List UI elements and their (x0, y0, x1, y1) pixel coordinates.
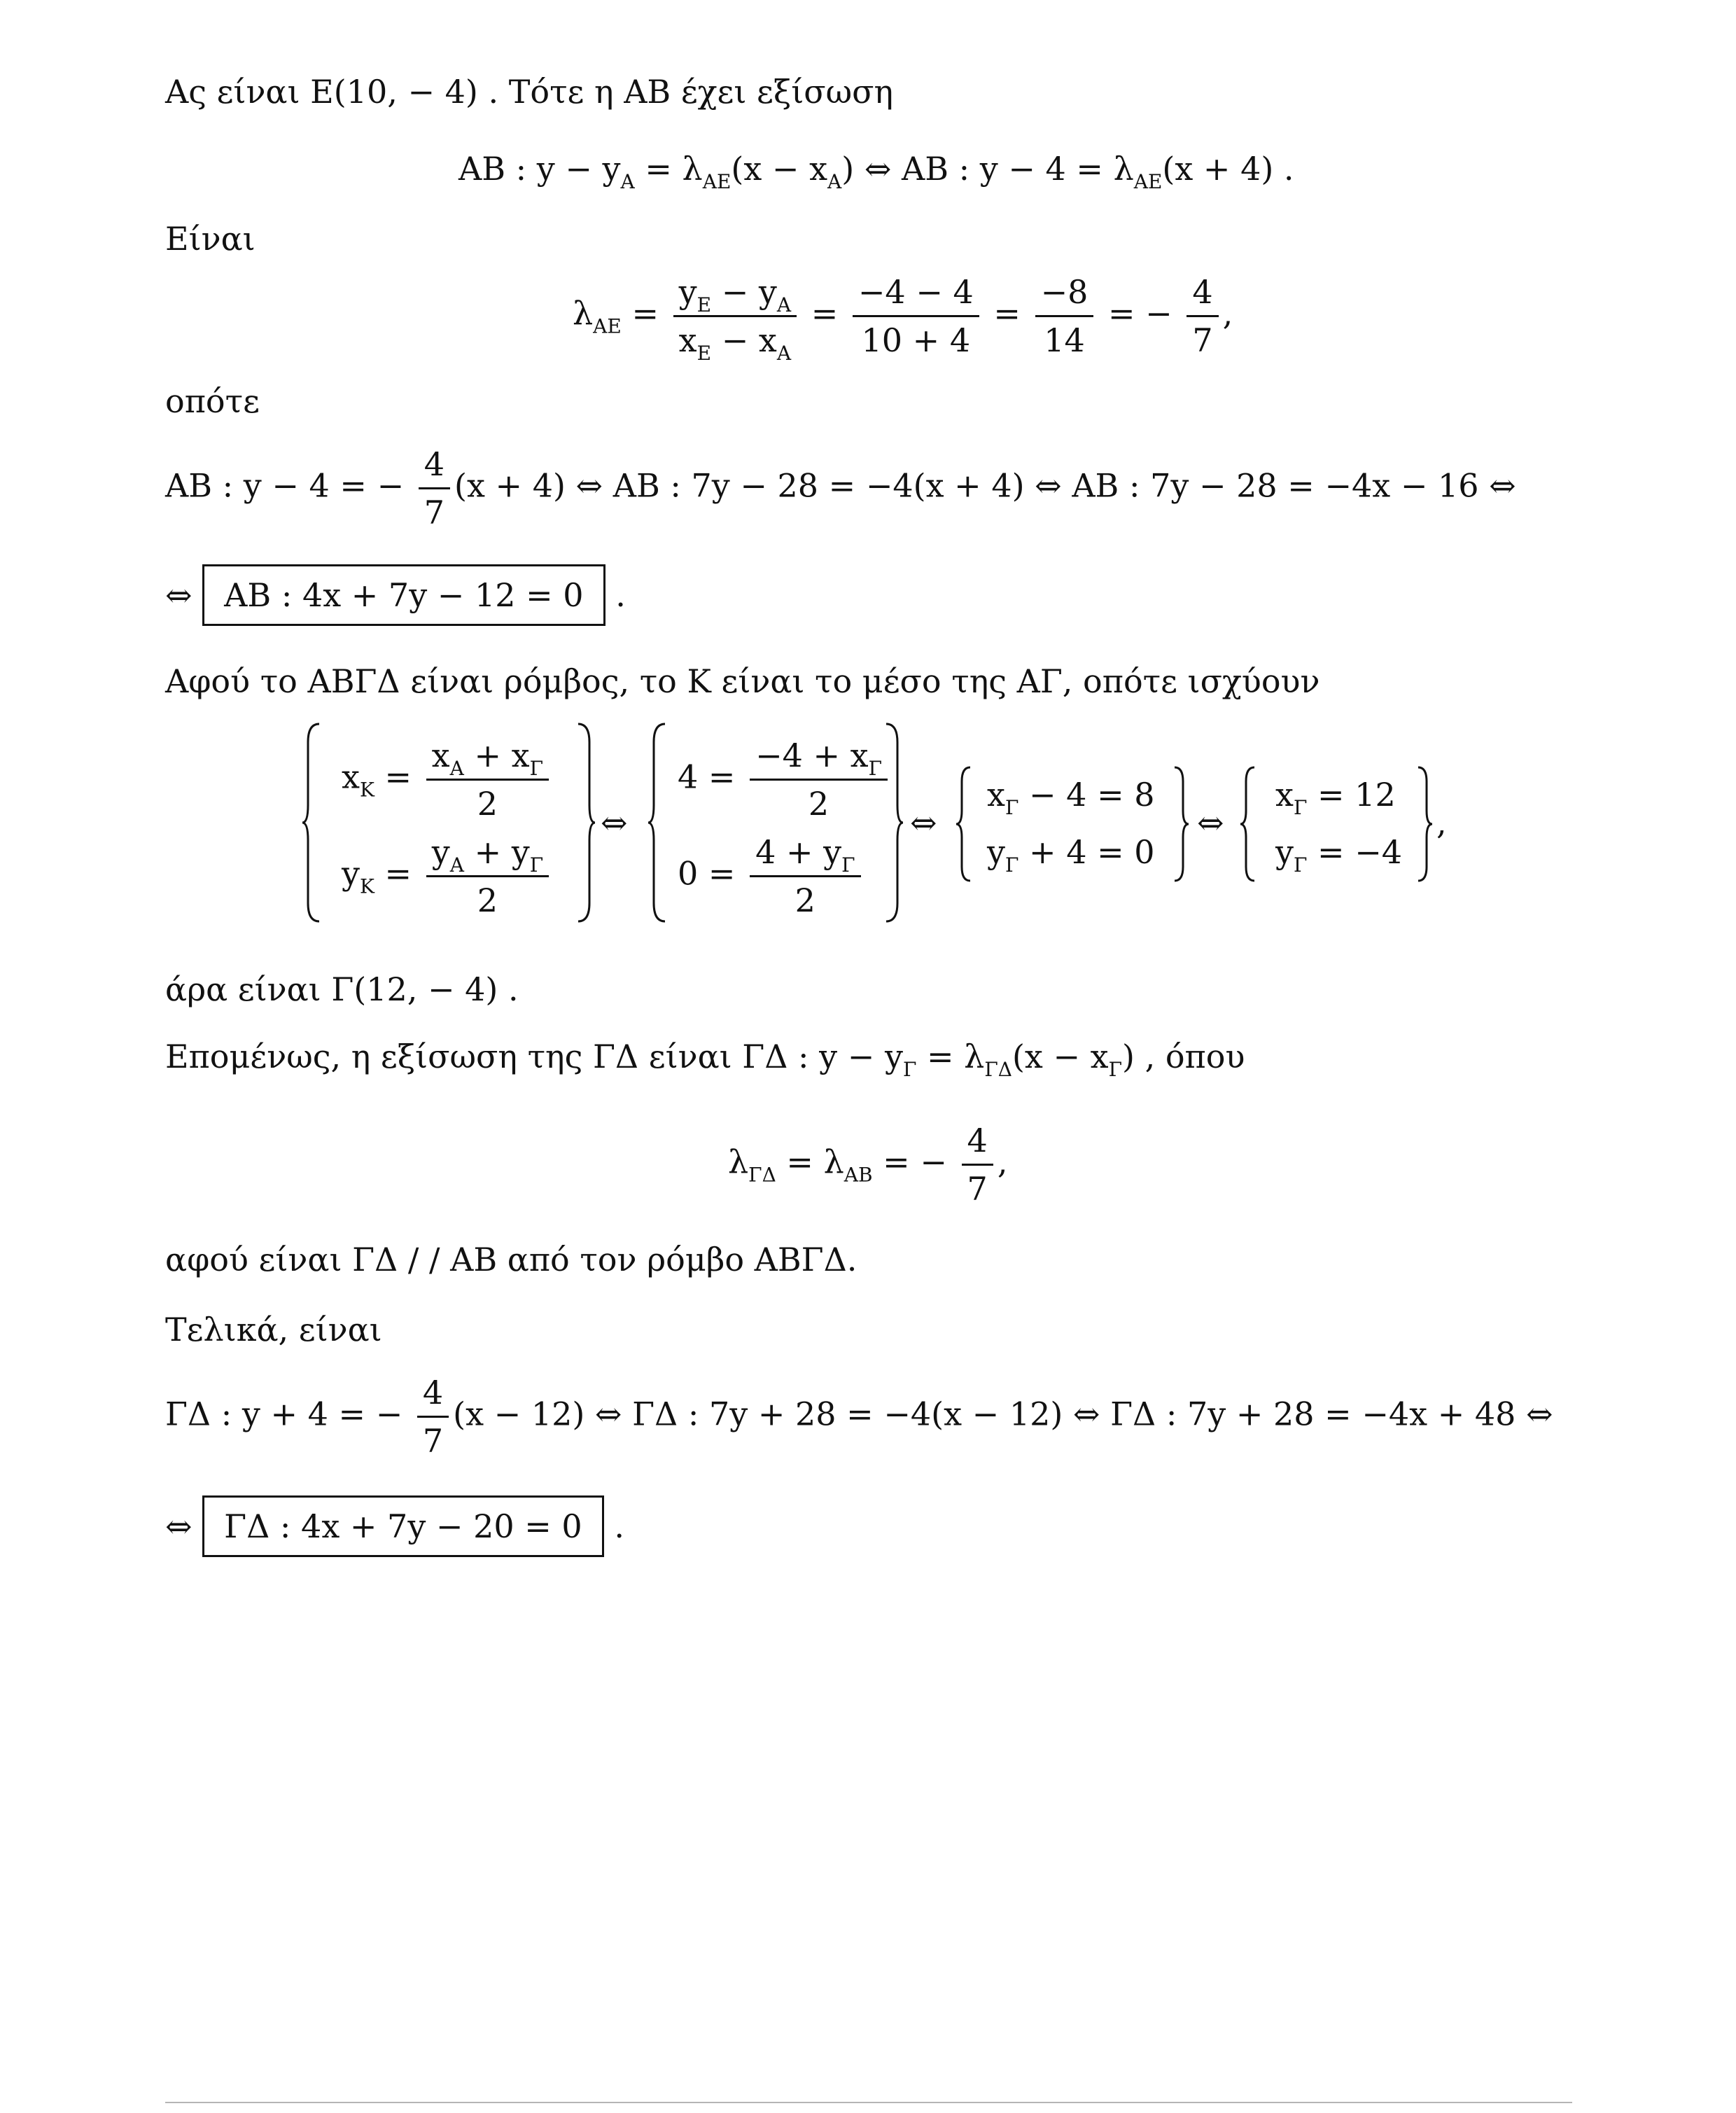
sub-ae: ΑΕ (702, 170, 732, 193)
brace-right-1 (575, 721, 596, 924)
equation-ab-derivation (165, 445, 1516, 531)
iff-symbol: ⇔ (165, 1507, 192, 1545)
lambda: λ (728, 1143, 749, 1181)
eq-sign: = (621, 294, 669, 333)
minus-sign: = − (1108, 294, 1172, 333)
numerator: 4 (1186, 273, 1218, 317)
brace-left-4 (1239, 765, 1257, 884)
sub-g: Γ (841, 853, 855, 877)
denominator: 7 (1192, 321, 1213, 359)
lhs-4: 4 = (678, 758, 736, 796)
footer-rule (165, 2102, 1572, 2103)
numerator: 4 (417, 1374, 449, 1418)
text-intro (165, 73, 894, 111)
p6-b: = λ (916, 1038, 985, 1075)
fraction-four-sevenths (962, 1122, 993, 1208)
eq6-b: = λ (776, 1143, 844, 1181)
x: x (678, 321, 697, 359)
denominator: 2 (808, 785, 830, 823)
brace-left-1 (301, 721, 322, 924)
plus-x: + x (463, 737, 530, 774)
equation-slope-gd (728, 1122, 1007, 1208)
fraction-final (1186, 273, 1218, 359)
fraction-four-sevenths (417, 1374, 449, 1460)
comma: , (997, 1143, 1008, 1181)
minus-x: − x (711, 321, 777, 359)
eq-sign: = (374, 854, 422, 893)
y: y (987, 833, 1005, 871)
intro-text: Ας είναι (165, 73, 300, 111)
intro-tail: Τότε η ΑΒ έχει εξίσωση (508, 73, 894, 111)
y: y (342, 854, 360, 893)
denominator: 14 (1044, 321, 1085, 359)
result-gd (165, 1495, 624, 1557)
text-opote: οπότε (165, 382, 260, 420)
eq-sign: = (811, 294, 848, 333)
equation-ab-line (458, 150, 1294, 193)
fraction-yk (426, 833, 549, 919)
eq8-left: ΓΔ : y + 4 = − (165, 1395, 403, 1433)
denominator: 2 (477, 785, 498, 823)
text-einai: Είναι (165, 220, 255, 258)
p6-c: (x − x (1011, 1038, 1109, 1075)
y: y (1275, 833, 1294, 871)
numerator: 4 + y (755, 833, 842, 871)
iff-1: ⇔ (601, 804, 628, 842)
denominator: 7 (422, 1422, 444, 1460)
point-e: Ε(10, − 4) . (310, 73, 499, 111)
denominator: 2 (477, 881, 498, 919)
text-parallel: αφού είναι ΓΔ / / ΑΒ από τον ρόμβο ΑΒΓΔ. (165, 1241, 858, 1278)
boxed-equation-ab: ΑΒ : 4x + 7y − 12 = 0 (202, 564, 605, 626)
sub-k: Κ (359, 778, 374, 802)
eq1-left: ΑΒ : y − y (458, 150, 621, 188)
sub-g: Γ (1005, 853, 1019, 877)
comma: , (1436, 804, 1447, 842)
eq-tail: − 4 = 8 (1018, 776, 1155, 814)
denominator: 7 (967, 1170, 988, 1208)
period: . (615, 576, 626, 614)
eq-tail: + 4 = 0 (1018, 833, 1155, 871)
period: . (614, 1507, 624, 1545)
equation-slope-ae (573, 273, 1233, 365)
sub-g: Γ (1108, 1058, 1123, 1081)
fraction-reduced (1035, 273, 1094, 359)
sub-a: Α (827, 170, 842, 193)
sub-ab: ΑΒ (844, 1163, 873, 1187)
lhs-0: 0 = (678, 854, 736, 893)
fraction-xk (426, 737, 549, 823)
sub-g: Γ (529, 853, 544, 877)
eq1-mid3: ) ⇔ ΑΒ : y − 4 = λ (841, 150, 1134, 188)
x: x (342, 758, 360, 796)
text-point-g: άρα είναι Γ(12, − 4) . (165, 970, 519, 1008)
sub-k: Κ (360, 874, 374, 898)
brace-left-2 (647, 721, 668, 924)
x: x (431, 737, 450, 774)
numerator: −4 + x (755, 737, 869, 774)
x: x (987, 776, 1005, 814)
eq6-c: = − (872, 1143, 947, 1181)
p6-a: Επομένως, η εξίσωση της ΓΔ είναι ΓΔ : y − y (165, 1038, 903, 1075)
iff-2: ⇔ (910, 804, 937, 842)
sub-g: Γ (1293, 796, 1308, 819)
sub-g: Γ (902, 1058, 917, 1081)
system-midpoint (301, 721, 1456, 924)
eq-sign: = (374, 758, 422, 796)
eq1-mid1: = λ (634, 150, 703, 188)
eq3-right: (x + 4) ⇔ ΑΒ : 7y − 28 = −4(x + 4) ⇔ ΑΒ : 7y − 28 = −4x − 16 ⇔ (454, 466, 1516, 505)
eq-sign: = (993, 294, 1031, 333)
numerator: 4 (419, 445, 450, 489)
brace-left-3 (955, 765, 973, 884)
sub-g: Γ (1294, 853, 1308, 877)
numerator: 4 (962, 1122, 993, 1166)
sub-ae: ΑΕ (593, 314, 622, 338)
brace-right-4 (1415, 765, 1434, 884)
eq1-mid2: (x − x (731, 150, 828, 188)
sub-e: Ε (696, 342, 712, 365)
sub-g: Γ (1004, 796, 1019, 819)
numerator: −4 − 4 (853, 273, 979, 317)
eq8-right: (x − 12) ⇔ ΓΔ : 7y + 28 = −4(x − 12) ⇔ ΓΔ : 7y + 28 = −4x + 48 ⇔ (453, 1395, 1553, 1433)
denominator: 10 + 4 (861, 321, 971, 359)
eq-tail: = −4 (1307, 833, 1403, 871)
fraction-slope-def (673, 273, 797, 365)
y: y (678, 273, 697, 311)
eq3-left: ΑΒ : y − 4 = − (165, 466, 405, 505)
lambda: λ (573, 294, 594, 333)
text-finally: Τελικά, είναι (165, 1311, 382, 1348)
numerator: −8 (1035, 273, 1094, 317)
sub-gd: ΓΔ (984, 1058, 1012, 1081)
sub-g: Γ (868, 757, 883, 780)
denominator: 2 (794, 881, 816, 919)
sub-gd: ΓΔ (748, 1163, 776, 1187)
sub-e: Ε (696, 293, 712, 316)
brace-right-2 (883, 721, 904, 924)
eq-tail: = 12 (1307, 776, 1396, 814)
x: x (1275, 776, 1294, 814)
sub-a: Α (776, 342, 792, 365)
y: y (431, 833, 450, 871)
denominator: 7 (424, 494, 445, 531)
boxed-equation-gd: ΓΔ : 4x + 7y − 20 = 0 (202, 1495, 604, 1557)
fraction-four-sevenths (419, 445, 450, 531)
sub-a: Α (449, 757, 464, 780)
brace-right-3 (1172, 765, 1190, 884)
sub-a: Α (776, 293, 792, 316)
iff-3: ⇔ (1197, 804, 1224, 842)
text-rhombus: Αφού το ΑΒΓΔ είναι ρόμβος, το Κ είναι το μέσο της ΑΓ, οπότε ισχύουν (165, 662, 1320, 700)
equation-gd-derivation (165, 1374, 1553, 1460)
sub-g: Γ (529, 757, 544, 780)
fraction-values (853, 273, 979, 359)
fraction-sys2-r1 (750, 737, 888, 823)
sub-ae: ΑΕ (1133, 170, 1163, 193)
p6-d: ) , όπου (1122, 1038, 1245, 1075)
sub-a: Α (449, 853, 464, 877)
eq1-end: (x + 4) . (1162, 150, 1294, 188)
plus-y: + y (463, 833, 530, 871)
result-ab (165, 564, 626, 626)
fraction-sys2-r2 (750, 833, 860, 919)
comma: , (1222, 294, 1233, 333)
minus-y: − y (711, 273, 777, 311)
text-gd-equation (165, 1038, 1245, 1081)
iff-symbol: ⇔ (165, 576, 192, 614)
sub-a: Α (620, 170, 635, 193)
